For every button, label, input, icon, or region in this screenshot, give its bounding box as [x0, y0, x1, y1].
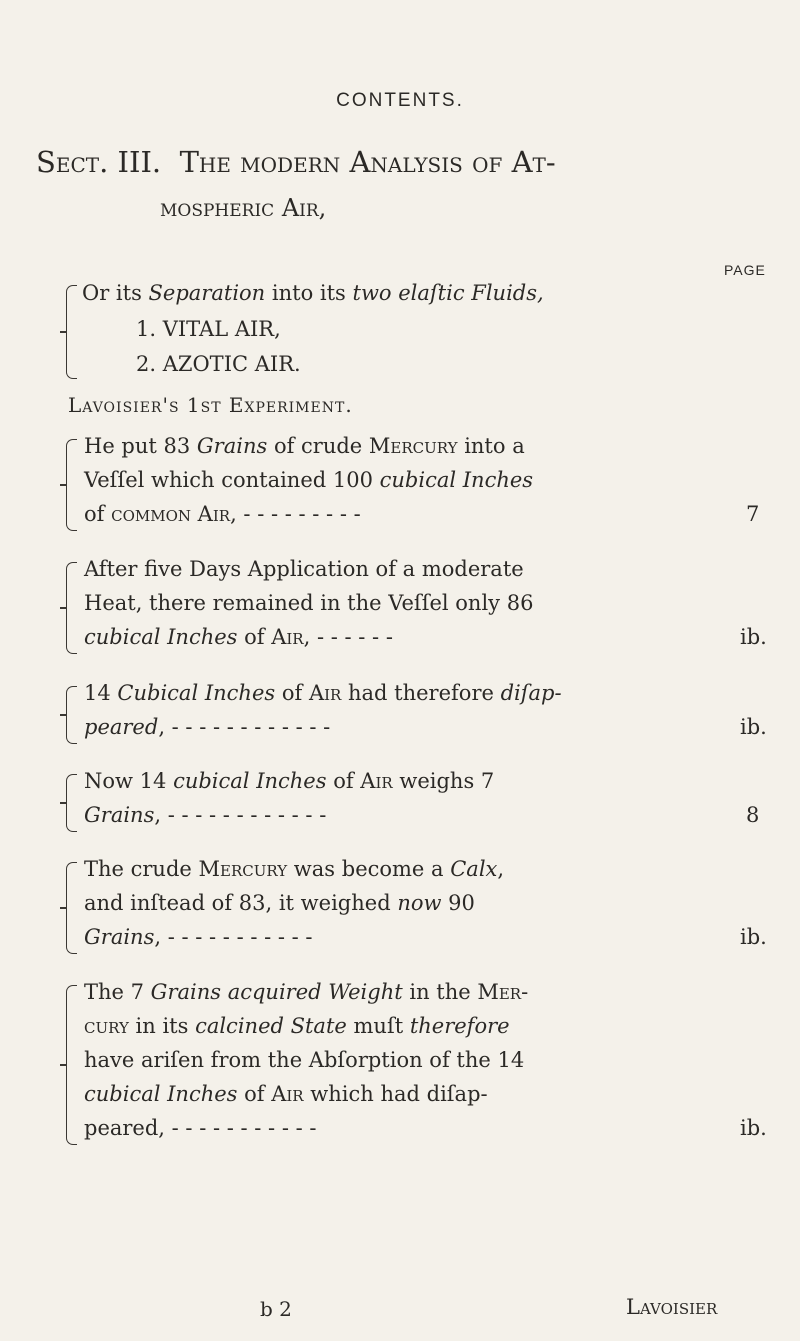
brace-entry-1	[66, 439, 77, 531]
section-heading	[36, 145, 556, 179]
entry-6-line-1: The 7 Grains acquired Weight in the Mer-	[84, 980, 529, 1004]
entry-6-line-2: cury in its calcined State muſt therefore	[84, 1014, 510, 1038]
entry-3-page: ib.	[740, 715, 767, 739]
entry-2-line-3: cubical Inches of Air, - - - - - -	[84, 625, 393, 649]
intro-item-1: 1. VITAL AIR,	[136, 317, 281, 341]
entry-5-line-1: The crude Mercury was become a Calx,	[84, 857, 505, 881]
section-title-line2: mospheric Air,	[160, 194, 327, 222]
entry-6-line-5: peared, - - - - - - - - - - -	[84, 1116, 317, 1140]
entry-5-line-3: Grains, - - - - - - - - - - -	[84, 925, 313, 949]
intro-item-2: 2. AZOTIC AIR.	[136, 352, 301, 376]
brace-intro	[66, 285, 77, 379]
entry-4-line-2: Grains, - - - - - - - - - - - -	[84, 803, 327, 827]
entry-3-line-1: 14 Cubical Inches of Air had therefore diſap-	[84, 681, 562, 705]
entry-1-line-3: of common Air, - - - - - - - - -	[84, 502, 361, 526]
signature-mark: b 2	[260, 1297, 292, 1321]
entry-1-line-1: He put 83 Grains of crude Mercury into a	[84, 434, 525, 458]
entry-5-page: ib.	[740, 925, 767, 949]
entry-5-line-2: and inſtead of 83, it weighed now 90	[84, 891, 475, 915]
entry-2-line-1: After five Days Application of a moderate	[84, 557, 524, 581]
entry-4-page: 8	[746, 803, 760, 827]
brace-entry-5	[66, 862, 77, 954]
brace-entry-4	[66, 774, 77, 832]
entry-6-page: ib.	[740, 1116, 767, 1140]
section-title-line1: The modern Analysis of At-	[179, 145, 556, 179]
brace-entry-3	[66, 686, 77, 744]
section-label: Sect. III.	[36, 145, 162, 179]
intro-line-1: Or its Separation into its two elaſtic Fluids,	[82, 281, 544, 305]
entry-6-line-3: have ariſen from the Abſorption of the 14	[84, 1048, 525, 1072]
entry-2-line-2: Heat, there remained in the Veſſel only 86	[84, 591, 534, 615]
experiment-title: Lavoisier's 1st Experiment.	[68, 393, 353, 417]
page-header: CONTENTS.	[336, 90, 464, 111]
brace-entry-2	[66, 562, 77, 654]
entry-2-page: ib.	[740, 625, 767, 649]
entry-3-line-2: peared, - - - - - - - - - - - -	[84, 715, 331, 739]
page-column-label: PAGE	[724, 262, 766, 278]
entry-4-line-1: Now 14 cubical Inches of Air weighs 7	[84, 769, 495, 793]
entry-6-line-4: cubical Inches of Air which had diſap-	[84, 1082, 488, 1106]
entry-1-page: 7	[746, 502, 760, 526]
entry-1-line-2: Veſſel which contained 100 cubical Inches	[84, 468, 534, 492]
catchword: Lavoisier	[626, 1295, 718, 1319]
brace-entry-6	[66, 985, 77, 1145]
